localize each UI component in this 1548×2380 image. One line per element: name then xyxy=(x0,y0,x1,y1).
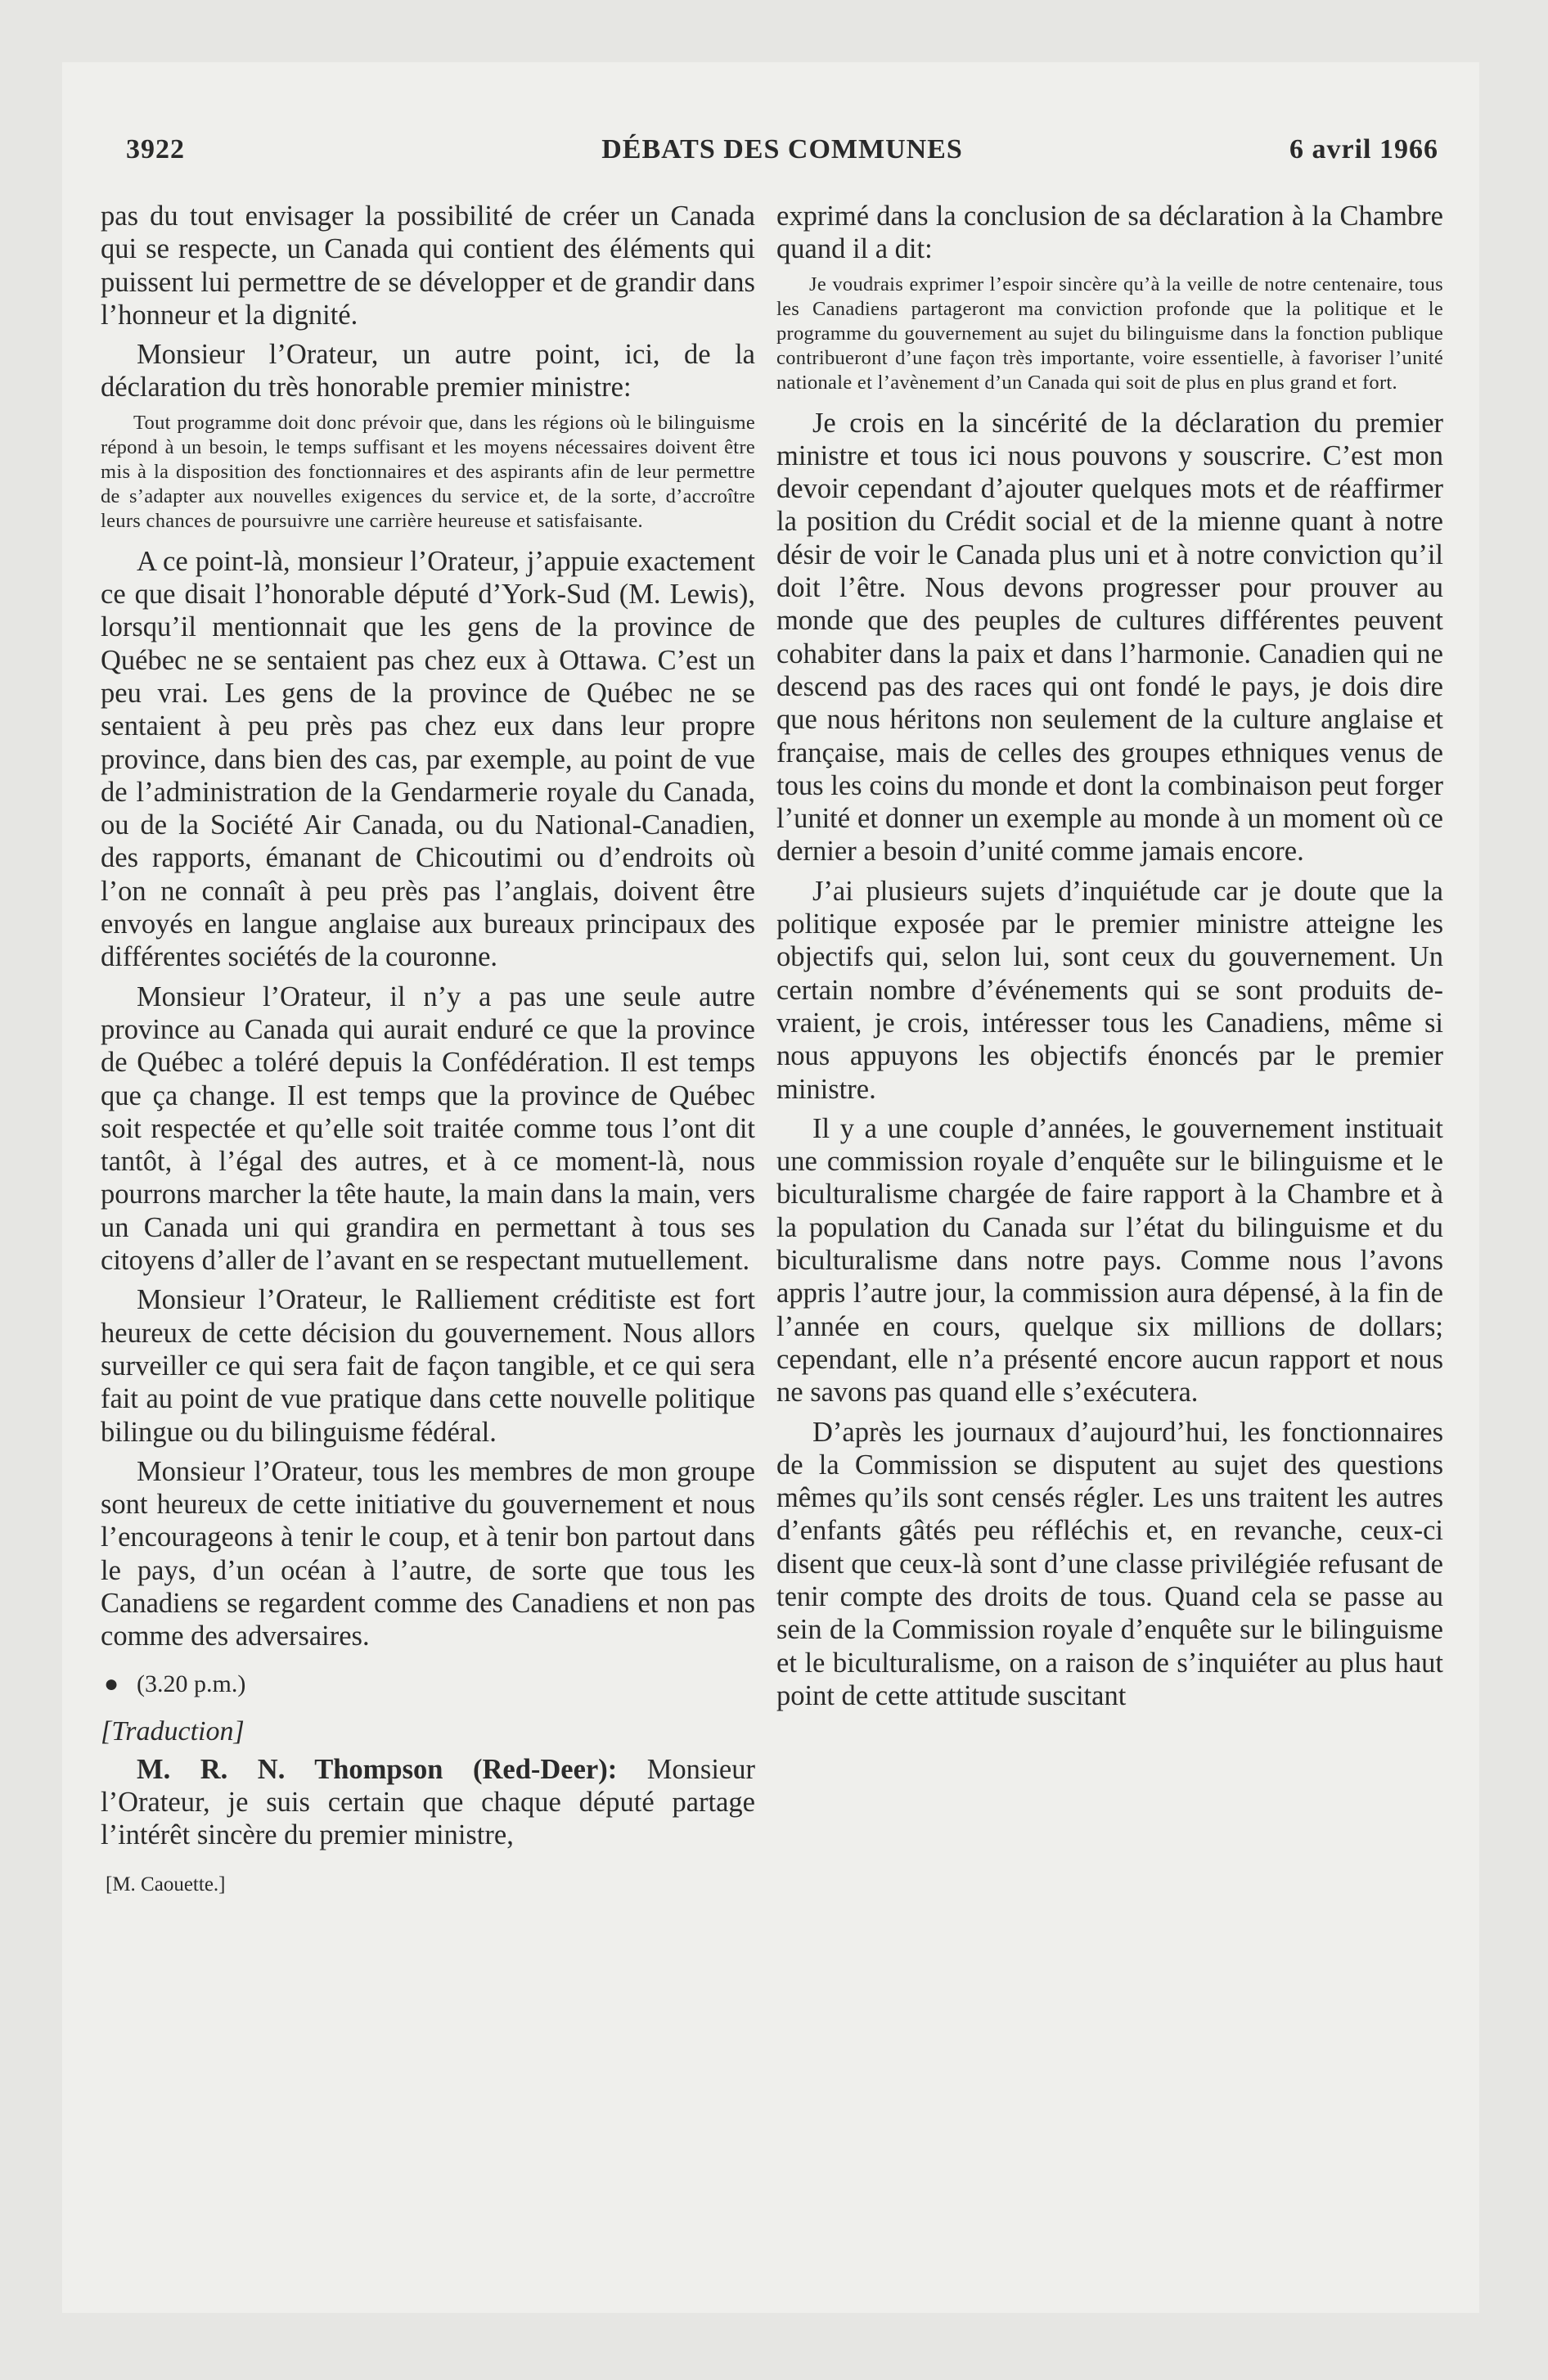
left-column xyxy=(101,200,755,1897)
paragraph: J’ai plusieurs sujets d’inquiétude car je doute que la politique exposée par le premier ministre atteigne les objectifs qui, selon lui, sont ceux du gouvernement. Un certain nombre d’événements qui se sont produits devraient, je crois, intéresser tous les Canadiens, même si nous appuyons les objectifs énoncés par le premier ministre. xyxy=(776,875,1443,1105)
paragraph: Je crois en la sincérité de la déclaration du premier ministre et tous ici nous pouvons y souscrire. C’est mon devoir cependant d’ajouter quelques mots et de réaffirmer la position du Crédit social et de la mienne quant à notre désir de voir le Canada plus uni et à notre conviction qu’il doit l’être. Nous devons progresser pour prouver au monde que des peuples de cultures différentes peuvent cohabiter dans la paix et dans l’harmonie. Canadien qui ne descend pas des races qui ont fondé le pays, je dois dire que nous héritons non seulement de la culture anglaise et française, mais de celles des groupes ethniques venus de tous les coins du monde et dont la combinaison peut forger l’unité et donner un exemple au monde à un moment où ce dernier a besoin d’unité comme jamais encore. xyxy=(776,407,1443,868)
time-stamp xyxy=(104,1668,755,1701)
footer-speaker-note: [M. Caouette.] xyxy=(106,1873,226,1896)
page-header xyxy=(126,134,1438,175)
speech-text: Monsieur l’Orateur, je suis certain que chaque député partage l’intérêt sincère du premier ministre, xyxy=(101,1753,755,1851)
paragraph: Monsieur l’Orateur, il n’y a pas une seule autre province au Canada qui aurait enduré ce que la province de Québec a toléré depuis la Confédération. Il est temps que ça change. Il est temps que la province de Québec soit respectée et qu’elle soit traitée comme tous l’ont dit tantôt, à l’égal des autres, et à ce moment-là, nous pourrons marcher la tête haute, la main dans la main, vers un Canada uni qui grandira en permettant à tous ses citoyens d’aller de l’avant en se respectant mutuellement. xyxy=(101,980,755,1277)
bullet-icon: ● xyxy=(104,1670,119,1697)
right-column xyxy=(776,200,1443,1719)
block-quote: Tout programme doit donc prévoir que, dans les régions où le bilinguisme répond à un besoin, le temps suffisant et les moyens nécessaires doivent être mis à la disposition des fonctionnaires et des aspirants afin de leur permettre de s’adapter aux nouvelles exigences du service et, de la sorte, d’accroître leurs chances de poursuivre une carrière heureuse et satisfaisante. xyxy=(101,411,755,532)
paragraph: exprimé dans la conclusion de sa déclaration à la Chambre quand il a dit: xyxy=(776,201,1443,265)
paragraph: Monsieur l’Orateur, tous les membres de mon groupe sont heureux de cette initiative du gouvernement et nous l’encourageons à tenir le coup, et à tenir bon partout dans le pays, d’un océan à l’autre, de sorte que tous les Canadiens se regardent comme des Canadiens et non pas comme des adversaires. xyxy=(101,1455,755,1652)
page-number: 3922 xyxy=(126,134,185,165)
paragraph: pas du tout envisager la possibilité de créer un Canada qui se respecte, un Canada qui contient des éléments qui puissent lui permettre de se développer et de grandir dans l’honneur et la dignité. xyxy=(101,201,755,331)
paragraph: A ce point-là, monsieur l’Orateur, j’appuie exactement ce que disait l’honorable député d’York-Sud (M. Lewis), lorsqu’il mentionnait que les gens de la province de Québec ne se sentaient pas chez eux à Ottawa. C’est un peu vrai. Les gens de la province de Québec ne se sentaient à peu près pas chez eux dans leur propre province, dans bien des cas, par exemple, au point de vue de l’administration de la Gendarmerie royale du Canada, ou de la Société Air Canada, ou du National-Canadien, des rapports, émanant de Chicoutimi ou d’endroits où l’on ne connaît à peu près pas l’anglais, doivent être envoyés en langue anglaise aux bureaux principaux des différentes sociétés de la couronne. xyxy=(101,545,755,973)
time-text: (3.20 p.m.) xyxy=(137,1670,246,1697)
paragraph: Monsieur l’Orateur, un autre point, ici, de la déclaration du très honorable premier ministre: xyxy=(101,339,755,403)
translation-note xyxy=(101,1715,755,1748)
paragraph: D’après les journaux d’aujourd’hui, les fonctionnaires de la Commission se disputent au sujet des questions mêmes qu’ils sont censés régler. Les uns traitent les autres d’enfants gâtés peu réfléchis et, en revanche, ceux-ci disent que ceux-là sont d’une classe privilégiée refusant de tenir compte des droits de tous. Quand cela se passe au sein de la Commission royale d’enquête sur le bilinguisme et le biculturalisme, on a raison de s’inquiéter au plus haut point de cette attitude suscitant xyxy=(776,1416,1443,1711)
issue-date: 6 avril 1966 xyxy=(1289,134,1438,165)
block-quote: Je voudrais exprimer l’espoir sincère qu’à la veille de notre centenaire, tous les Canadiens partageront ma conviction profonde que la politique et le programme du gouvernement au sujet du bilinguisme dans la fonction publique contribueront d’une façon très importante, voire essentielle, à favoriser l’unité nationale et l’avènement d’un Canada qui soit de plus en plus grand et fort. xyxy=(776,273,1443,394)
page xyxy=(62,62,1479,2313)
paragraph: Monsieur l’Orateur, le Ralliement créditiste est fort heureux de cette décision du gouvernement. Nous allors surveiller ce qui sera fait de façon tangible, et ce qui sera fait au point de vue pratique dans cette nouvelle politique bilingue ou du bilinguisme fédéral. xyxy=(101,1284,755,1448)
speaker-name: M. R. N. Thompson (Red-Deer): xyxy=(137,1753,618,1785)
paragraph: Il y a une couple d’années, le gouvernement instituait une commission royale d’enquête sur le bilinguisme et le biculturalisme chargée de faire rapport à la Chambre et à la population du Canada sur l’état du bilinguisme et du biculturalisme dans notre pays. Comme nous l’avons appris l’autre jour, la commission aura dépensé, à la fin de l’année en cours, quelque six millions de dollars; cependant, elle n’a présenté encore aucun rapport et nous ne savons pas quand elle s’exécutera. xyxy=(776,1112,1443,1409)
journal-title: DÉBATS DES COMMUNES xyxy=(601,134,963,165)
paragraph xyxy=(101,1753,755,1852)
translation-label: [Traduction] xyxy=(101,1715,245,1747)
